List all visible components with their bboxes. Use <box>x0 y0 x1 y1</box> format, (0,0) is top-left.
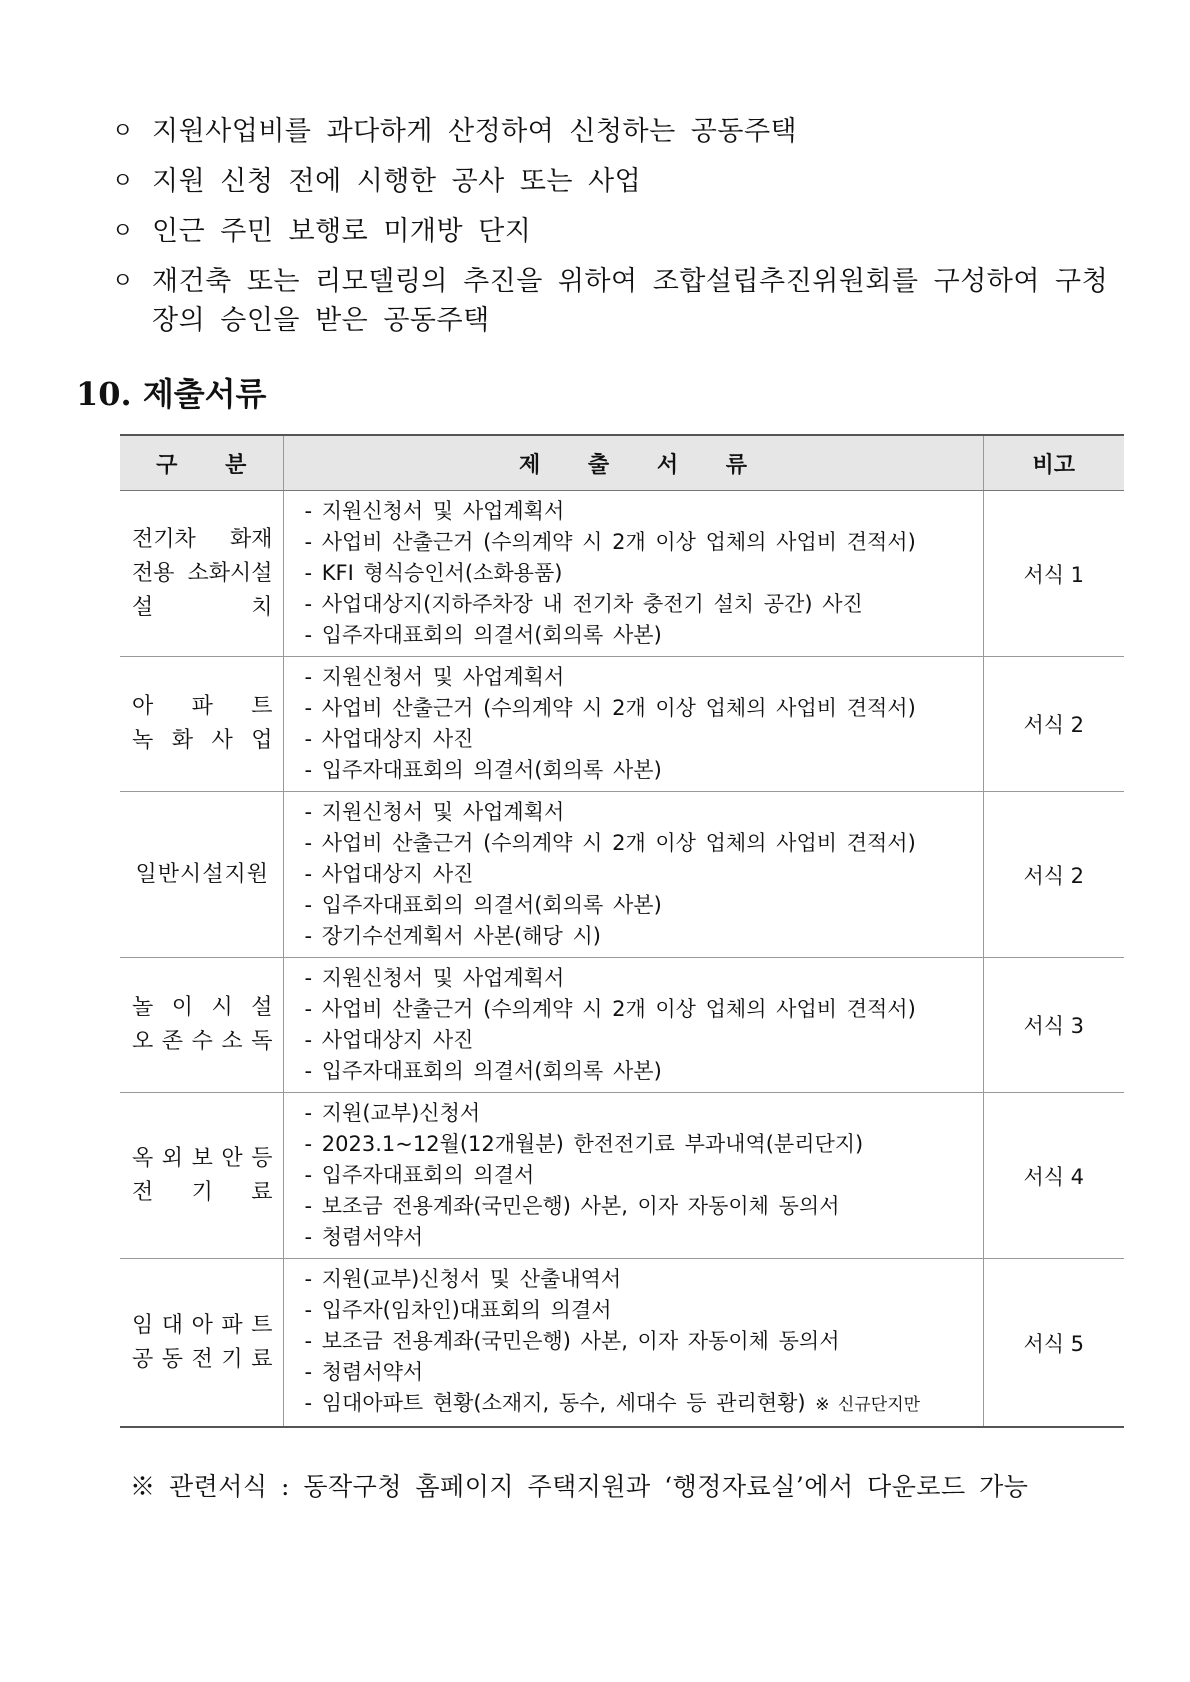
header-documents: 제 출 서 류 <box>283 435 983 491</box>
document-item: - 입주자대표회의 의결서(회의록 사본) <box>304 623 662 647</box>
note-cell: 서식 2 <box>983 657 1124 792</box>
table-row <box>120 792 1124 958</box>
documents-cell <box>283 491 983 657</box>
note-cell: 서식 2 <box>983 792 1124 958</box>
table-row <box>120 958 1124 1093</box>
table-row <box>120 1259 1124 1428</box>
eligibility-exclusion-list <box>112 112 1122 351</box>
document-item: - 지원신청서 및 사업계획서 <box>304 800 565 824</box>
category-line: 일반시설지원 <box>135 861 269 887</box>
category-cell <box>120 657 283 792</box>
document-item <box>305 1388 982 1421</box>
header-category: 구 분 <box>120 435 283 491</box>
required-documents-table <box>120 434 1124 1428</box>
documents-cell <box>283 792 983 958</box>
category-line: 옥 외 보 안 등 <box>132 1145 273 1171</box>
bullet-text: 재건축 또는 리모델링의 추진을 위하여 조합설립추진위원회를 구성하여 구청장의 승인을 받은 공동주택 <box>152 266 1109 336</box>
document-item: - 지원(교부)신청서 <box>304 1101 481 1125</box>
document-item: - 청렴서약서 <box>304 1225 424 1249</box>
documents-cell <box>283 1259 983 1428</box>
document-item: - 입주자대표회의 의결서(회의록 사본) <box>304 758 662 782</box>
document-item: - 지원신청서 및 사업계획서 <box>304 966 565 990</box>
category-line: 공 동 전 기 료 <box>132 1346 273 1372</box>
documents-cell <box>283 657 983 792</box>
table-header-row <box>120 435 1124 491</box>
category-cell <box>120 491 283 657</box>
category-cell <box>120 792 283 958</box>
category-line: 설 치 <box>132 594 273 620</box>
document-item: - 보조금 전용계좌(국민은행) 사본, 이자 자동이체 동의서 <box>304 1329 840 1353</box>
document-item: - KFI 형식승인서(소화용품) <box>304 561 563 585</box>
note-cell: 서식 4 <box>983 1093 1124 1259</box>
document-suffix: ※ 신규단지만 <box>815 1395 921 1415</box>
documents-cell <box>283 1093 983 1259</box>
document-text: - 임대아파트 현황(소재지, 동수, 세대수 등 관리현황) <box>304 1391 806 1415</box>
bullet-circle-icon: ㅇ <box>112 169 134 194</box>
document-item: - 입주자대표회의 의결서 <box>304 1163 535 1187</box>
category-line: 전용 소화시설 <box>132 560 273 586</box>
bullet-item <box>112 212 1122 251</box>
document-item: - 사업대상지 사진 <box>304 862 474 886</box>
documents-cell <box>283 958 983 1093</box>
note-cell: 서식 1 <box>983 491 1124 657</box>
category-cell <box>120 1259 283 1428</box>
document-item: - 사업대상지 사진 <box>304 1028 474 1052</box>
table-row <box>120 491 1124 657</box>
bullet-item <box>112 262 1122 340</box>
bullet-circle-icon: ㅇ <box>112 119 134 144</box>
table-row <box>120 657 1124 792</box>
document-item: - 입주자대표회의 의결서(회의록 사본) <box>304 893 662 917</box>
category-cell <box>120 1093 283 1259</box>
category-line: 오 존 수 소 독 <box>132 1029 273 1054</box>
category-line: 임 대 아 파 트 <box>132 1312 273 1338</box>
document-item: - 지원신청서 및 사업계획서 <box>304 499 565 523</box>
document-item: - 사업대상지(지하주차장 내 전기차 충전기 설치 공간) 사진 <box>304 592 863 616</box>
category-line: 아 파 트 <box>132 694 273 719</box>
bullet-circle-icon: ㅇ <box>112 219 134 244</box>
bullet-circle-icon: ㅇ <box>112 269 134 294</box>
document-item: - 지원(교부)신청서 및 산출내역서 <box>304 1267 622 1291</box>
document-item: - 장기수선계획서 사본(해당 시) <box>304 924 601 948</box>
bullet-item <box>112 162 1122 201</box>
document-item: - 입주자(임차인)대표회의 의결서 <box>304 1298 612 1322</box>
note-cell: 서식 3 <box>983 958 1124 1093</box>
category-line: 놀 이 시 설 <box>132 995 273 1020</box>
document-item: - 사업대상지 사진 <box>304 727 474 751</box>
bullet-item <box>112 112 1122 151</box>
category-line: 녹 화 사 업 <box>132 728 273 753</box>
document-item: - 보조금 전용계좌(국민은행) 사본, 이자 자동이체 동의서 <box>304 1194 840 1218</box>
header-note: 비고 <box>983 435 1124 491</box>
document-item: - 청렴서약서 <box>304 1360 424 1384</box>
section-heading: 10. 제출서류 <box>76 375 267 413</box>
bullet-text: 지원 신청 전에 시행한 공사 또는 사업 <box>152 166 642 197</box>
category-line: 전 기 료 <box>132 1179 273 1205</box>
note-cell: 서식 5 <box>983 1259 1124 1428</box>
bullet-text: 지원사업비를 과다하게 산정하여 신청하는 공동주택 <box>152 116 798 147</box>
document-item: - 사업비 산출근거 (수의계약 시 2개 이상 업체의 사업비 견적서) <box>304 997 916 1021</box>
related-forms-footnote: ※ 관련서식 : 동작구청 홈페이지 주택지원과 ‘행정자료실’에서 다운로드 가능 <box>130 1472 1029 1501</box>
category-line: 전기차 화재 <box>132 526 273 552</box>
document-item: - 2023.1~12월(12개월분) 한전전기료 부과내역(분리단지) <box>304 1132 864 1156</box>
table-row <box>120 1093 1124 1259</box>
document-item: - 입주자대표회의 의결서(회의록 사본) <box>304 1059 662 1083</box>
document-item: - 사업비 산출근거 (수의계약 시 2개 이상 업체의 사업비 견적서) <box>304 831 916 855</box>
bullet-text: 인근 주민 보행로 미개방 단지 <box>152 216 532 247</box>
document-item: - 사업비 산출근거 (수의계약 시 2개 이상 업체의 사업비 견적서) <box>304 530 916 554</box>
document-item: - 사업비 산출근거 (수의계약 시 2개 이상 업체의 사업비 견적서) <box>304 696 916 720</box>
document-item: - 지원신청서 및 사업계획서 <box>304 665 565 689</box>
category-cell <box>120 958 283 1093</box>
